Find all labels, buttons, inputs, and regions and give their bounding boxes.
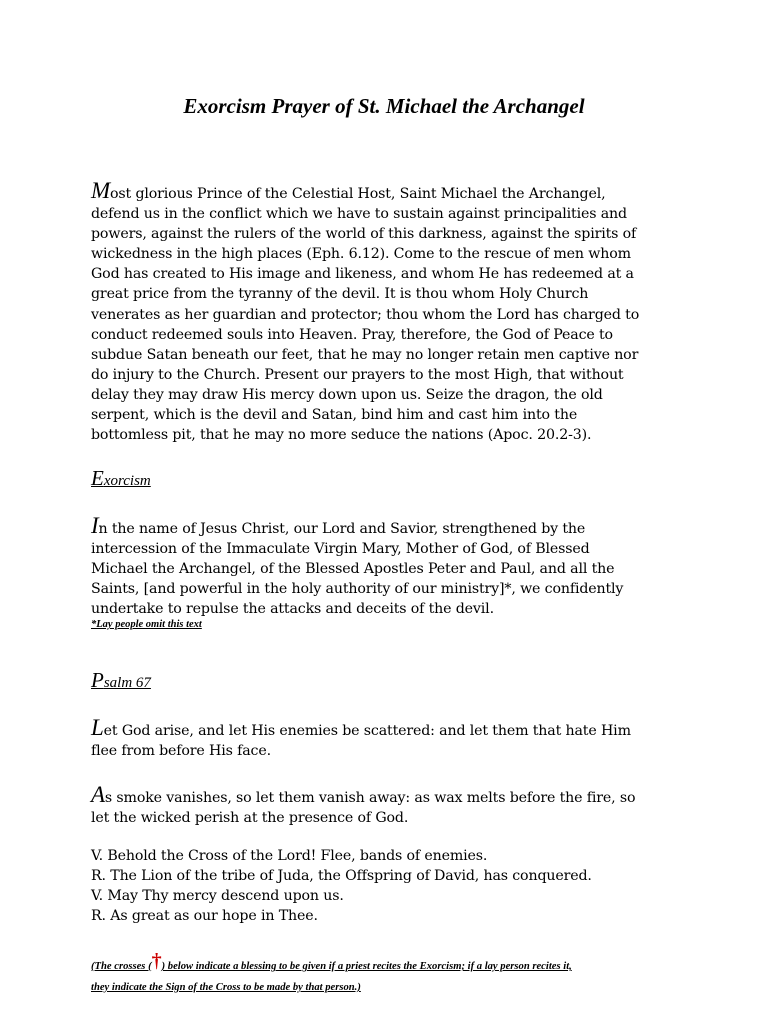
psalm-line: s smoke vanishes, so let them vanish away: as wax melts before the fire, so	[104, 790, 636, 806]
red-cross-icon: †	[151, 950, 162, 972]
prayer-line: great price from the tyranny of the devil. It is thou whom Holy Church	[91, 286, 589, 303]
exorcism-line: Michael the Archangel, of the Blessed Apostles Peter and Paul, and all the	[91, 561, 615, 578]
psalm-verse-1	[91, 715, 691, 761]
psalm-line: flee from before His face.	[91, 743, 271, 760]
exorcism-heading: Exorcism	[91, 466, 151, 490]
page-title: Exorcism Prayer of St. Michael the Archangel	[183, 94, 585, 118]
prayer-line: delay they may draw His mercy down upon us. Seize the dragon, the old	[91, 386, 603, 403]
lay-people-note: *Lay people omit this text	[91, 619, 202, 630]
prayer-line: God has created to His image and likeness, and whom He has redeemed at a	[91, 266, 634, 283]
prayer-line: ost glorious Prince of the Celestial Host, Saint Michael the Archangel,	[110, 186, 606, 202]
psalm-verse-2	[91, 782, 691, 828]
exorcism-line: Saints, [and powerful in the holy authority of our ministry]*, we confidently	[91, 581, 624, 598]
drop-cap: A	[91, 782, 105, 807]
prayer-line: venerates as her guardian and protector; thou whom the Lord has charged to	[91, 306, 640, 323]
versicles	[91, 846, 691, 926]
prayer-line: do injury to the Church. Present our prayers to the most High, that without	[91, 366, 624, 383]
drop-cap: M	[91, 178, 111, 203]
prayer-line: subdue Satan beneath our feet, that he may no longer retain men captive nor	[91, 346, 639, 363]
exorcism-line: n the name of Jesus Christ, our Lord and Savior, strengthened by the	[98, 521, 586, 537]
versicle-line: R. The Lion of the tribe of Juda, the Offspring of David, has conquered.	[91, 868, 592, 885]
versicle-line: R. As great as our hope in Thee.	[91, 908, 318, 925]
exorcism-paragraph	[91, 513, 691, 619]
prayer-line: wickedness in the high places (Eph. 6.12). Come to the rescue of men whom	[91, 246, 631, 263]
psalm-heading: Psalm 67	[91, 668, 151, 692]
psalm-line: et God arise, and let His enemies be scattered: and let them that hate Him	[103, 723, 631, 739]
prayer-line: defend us in the conflict which we have to sustain against principalities and	[91, 206, 627, 223]
prayer-line: serpent, which is the devil and Satan, bind him and cast him into the	[91, 407, 578, 424]
drop-cap: L	[91, 715, 104, 740]
prayer-line: powers, against the rulers of the world of this darkness, against the spirits of	[91, 226, 637, 243]
versicle-line: V. Behold the Cross of the Lord! Flee, bands of enemies.	[91, 848, 488, 864]
prayer-paragraph	[91, 178, 691, 445]
prayer-line: conduct redeemed souls into Heaven. Pray, therefore, the God of Peace to	[91, 326, 613, 343]
drop-cap: I	[91, 513, 99, 538]
exorcism-line: undertake to repulse the attacks and deceits of the devil.	[91, 601, 494, 618]
psalm-line: let the wicked perish at the presence of God.	[91, 810, 409, 827]
exorcism-line: intercession of the Immaculate Virgin Mary, Mother of God, of Blessed	[91, 541, 590, 558]
crosses-footnote: (The crosses (†) below indicate a blessing to be given if a priest recites the Exorcism; if a lay person recites it, they indicate the Sign of the Cross to be made by that person.)	[91, 950, 572, 993]
versicle-line: V. May Thy mercy descend upon us.	[91, 888, 344, 905]
prayer-line: bottomless pit, that he may no more seduce the nations (Apoc. 20.2-3).	[91, 427, 592, 444]
